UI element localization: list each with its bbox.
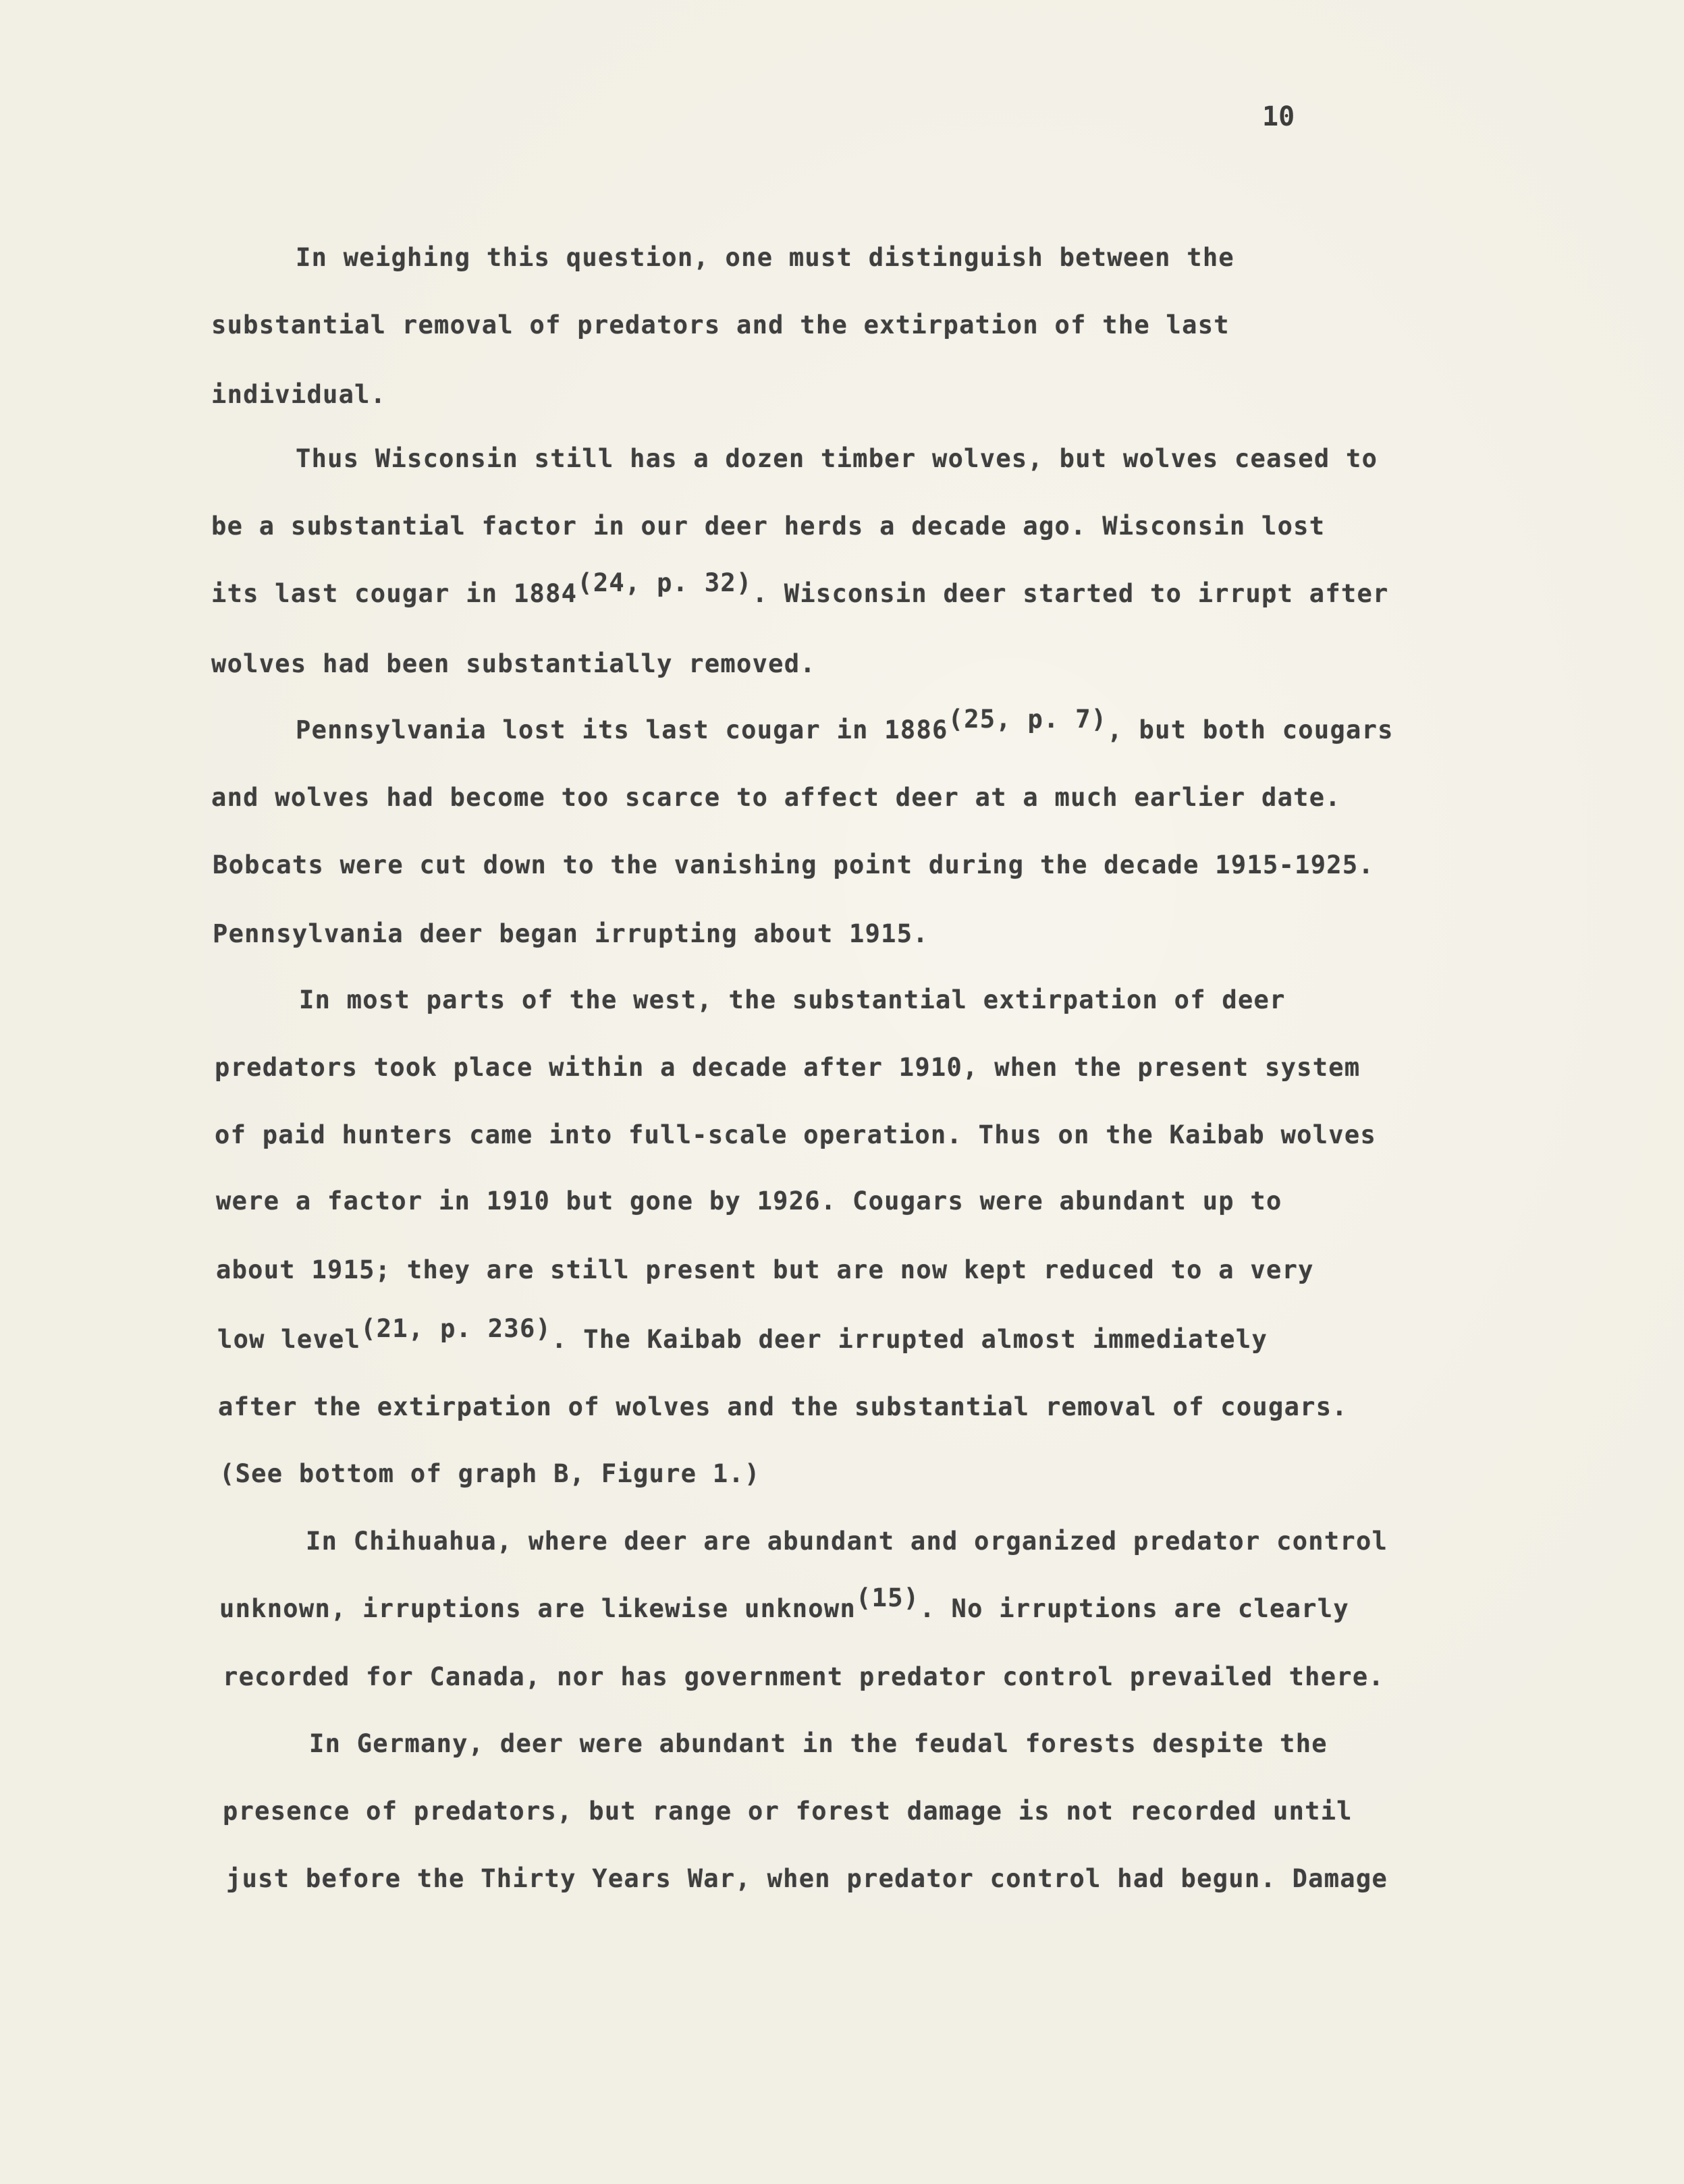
citation-superscript: (21, p. 236) [360,1314,552,1343]
text-line: In Germany, deer were abundant in the feudal forests despite the [309,1729,1328,1758]
text-line: Bobcats were cut down to the vanishing point during the decade 1915-1925. [213,850,1375,879]
text-line: after the extirpation of wolves and the substantial removal of cougars. [218,1392,1348,1421]
text-line: substantial removal of predators and the extirpation of the last [211,310,1230,339]
text-line: unknown, irruptions are likewise unknown$^{(15)}$. No irruptions are clearly [219,1583,1349,1623]
text-line: Thus Wisconsin still has a dozen timber wolves, but wolves ceased to [296,444,1378,473]
text-line: of paid hunters came into full-scale operation. Thus on the Kaibab wolves [215,1120,1377,1149]
text-line: recorded for Canada, nor has government predator control prevailed there. [223,1662,1385,1691]
text-line: Pennsylvania deer began irrupting about 1915. [213,919,929,948]
text-line: individual. [211,380,387,409]
text-line: Pennsylvania lost its last cougar in $1886^{(25, p. 7)}$, but both cougars [296,705,1394,744]
text-line: In weighing this question, one must distinguish between the [296,243,1234,272]
text-line: its last cougar in $1884^{(24, p. 32)}$. Wisconsin deer started to irrupt after [211,568,1389,608]
text-line: about 1915; they are still present but are now kept reduced to a very [216,1255,1314,1284]
citation-superscript: (25, p. 7) [948,705,1108,734]
text-line: be a substantial factor in our deer herds a decade ago. Wisconsin lost [211,512,1326,541]
text-line: predators took place within a decade after 1910, when the present system [215,1053,1361,1082]
text-line: (See bottom of graph B, Figure 1.) [219,1459,761,1488]
citation-superscript: (15) [856,1583,920,1612]
text-line: just before the Thirty Years War, when predator control had begun. Damage [226,1864,1388,1893]
text-line: low level$^{(21, p. 236)}$. The Kaibab deer irrupted almost immediately [217,1314,1268,1354]
text-line: were a factor in 1910 but gone by 1926. Cougars were abundant up to [216,1186,1282,1216]
citation-superscript: (24, p. 32) [577,568,753,597]
text-line: In Chihuahua, where deer are abundant and organized predator control [306,1527,1388,1556]
text-line: In most parts of the west, the substantial extirpation of deer [299,985,1286,1014]
text-line: presence of predators, but range or forest damage is not recorded until [223,1797,1353,1826]
page-number: 10 [1262,101,1295,132]
text-line: and wolves had become too scarce to affect deer at a much earlier date. [211,783,1341,812]
text-line: wolves had been substantially removed. [211,649,816,678]
